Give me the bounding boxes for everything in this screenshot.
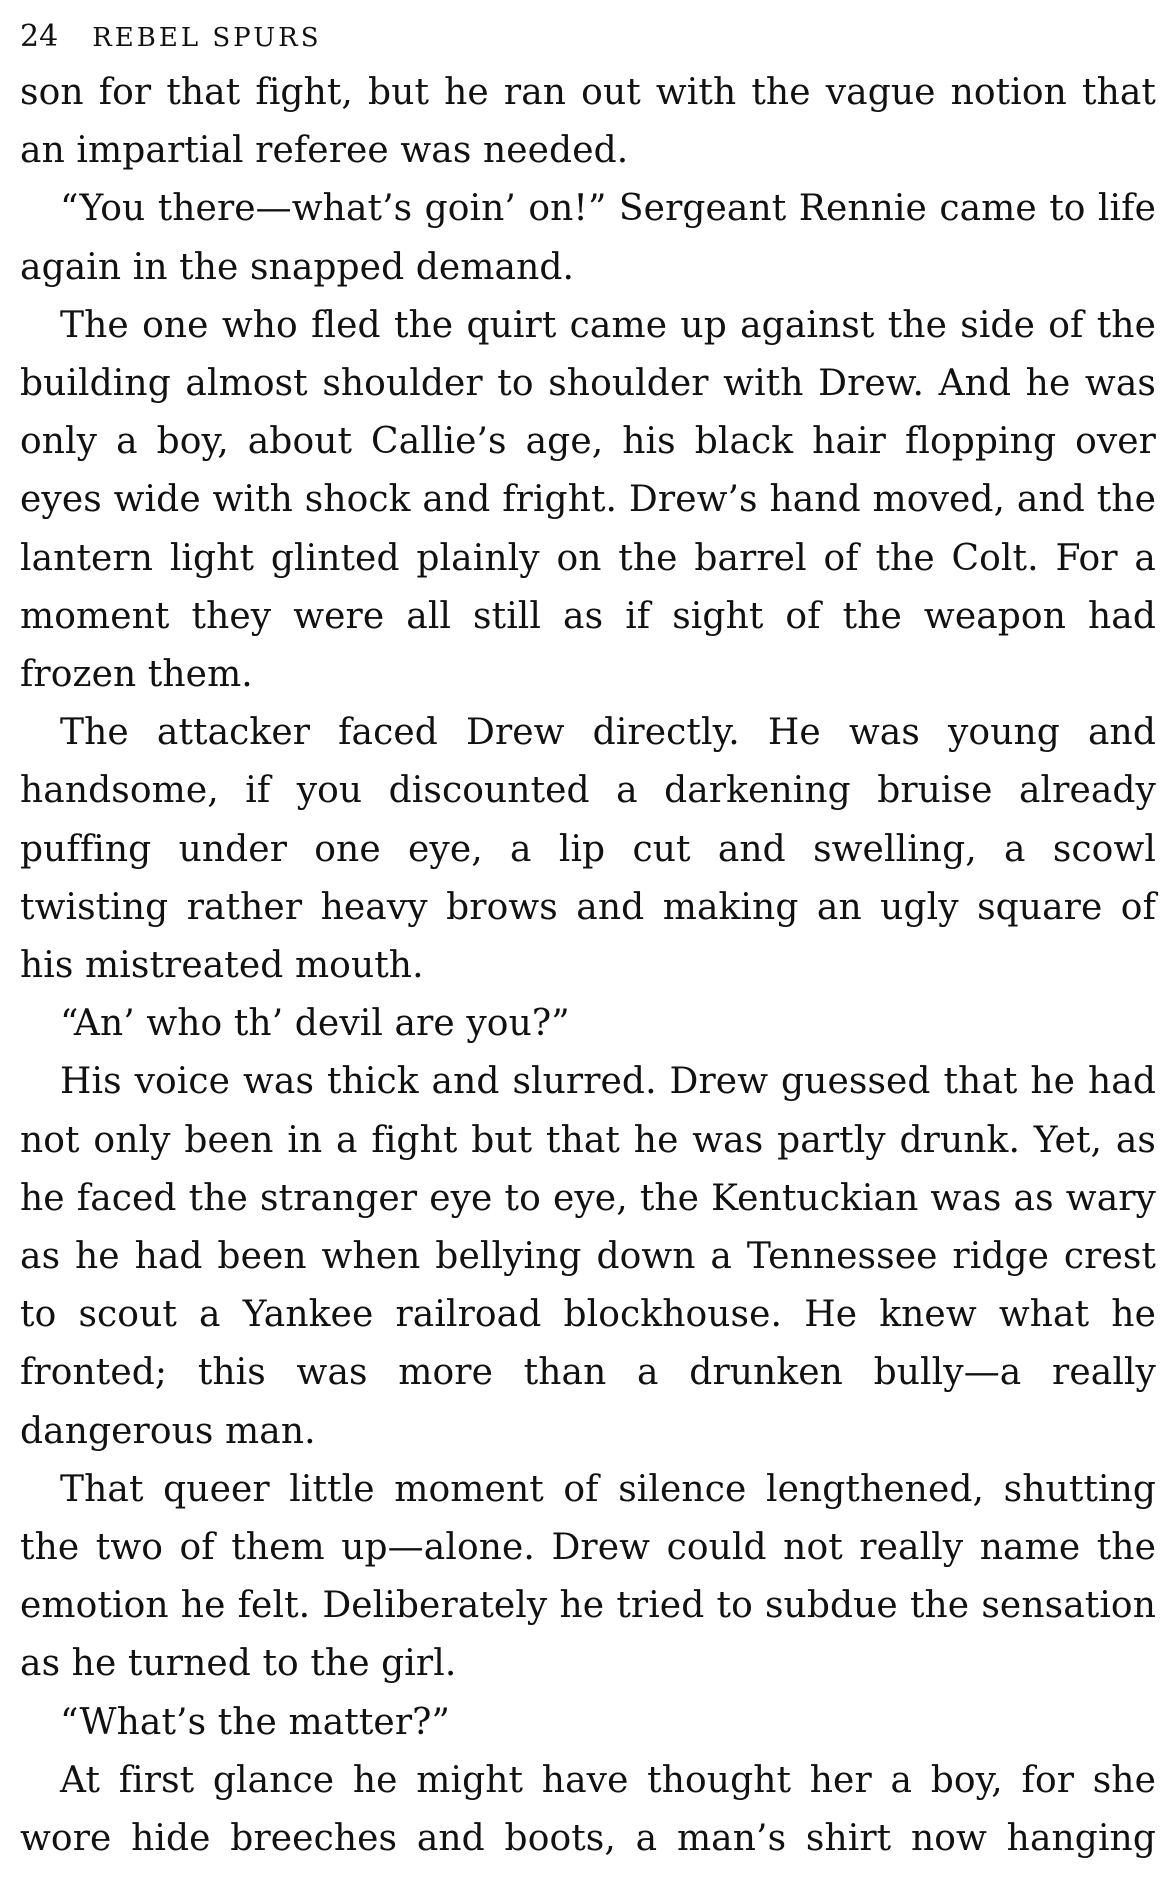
paragraph: son for that fight, but he ran out with the vague notion that an impartial referee was needed.: [20, 72, 1156, 172]
paragraph: “An’ who th’ devil are you?”: [60, 1003, 570, 1045]
running-head: [20, 14, 322, 60]
book-title: REBEL SPURS: [92, 23, 322, 53]
body-text: [20, 64, 1156, 1868]
paragraph: The attacker faced Drew directly. He was young and handsome, if you discounted a darkening bruise already puffing under one eye, a lip cut and swelling, a scowl twisting rather heavy brows and making an ugly square of his mistreated mouth.: [20, 712, 1156, 987]
paragraph: That queer little moment of silence lengthened, shutting the two of them up—alone. Drew could not really name the emotion he felt. Deliberately he tried to subdue the sensation as he turned to the girl.: [20, 1468, 1156, 1685]
paragraph: His voice was thick and slurred. Drew guessed that he had not only been in a fight but that he was partly drunk. Yet, as he faced the stranger eye to eye, the Kentuckian was as wary as he had been when bellying down a Tennessee ridge crest to scout a Yankee railroad blockhouse. He knew what he fronted; this was more than a drunken bully—a really dangerous man.: [20, 1061, 1156, 1452]
paragraph: “What’s the matter?”: [60, 1701, 451, 1743]
page-number: 24: [20, 19, 59, 54]
paragraph: The one who fled the quirt came up against the side of the building almost shoulder to shoulder with Drew. And he was only a boy, about Callie’s age, his black hair flopping over eyes wide with shock and fright. Drew’s hand moved, and the lantern light glinted plainly on the barrel of the Colt. For a moment they were all still as if sight of the weapon had frozen them.: [20, 304, 1156, 696]
paragraph: At first glance he might have thought her a boy, for she wore hide breeches and boots, a man’s shirt now hanging: [20, 1759, 1156, 1860]
paragraph: “You there—what’s goin’ on!” Sergeant Rennie came to life again in the snapped demand.: [20, 188, 1156, 288]
